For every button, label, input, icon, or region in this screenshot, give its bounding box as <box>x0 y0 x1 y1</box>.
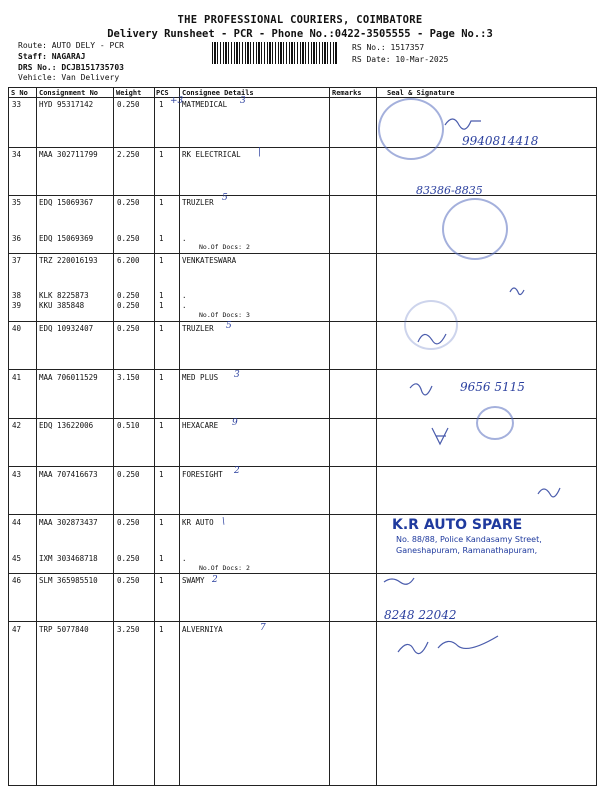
row-sno: 40 <box>12 324 22 333</box>
row-weight: 0.250 <box>117 301 140 310</box>
row-consignment: EDQ 13622006 <box>39 421 94 430</box>
handwritten-phone: 83386-8835 <box>416 184 483 197</box>
row-weight: 0.250 <box>117 518 140 527</box>
handwritten-phone: 9656 5115 <box>460 380 525 394</box>
row-consignment: MAA 302711799 <box>39 150 98 159</box>
row-consignee: RK ELECTRICAL <box>182 150 241 159</box>
row-consignee: . <box>182 554 187 563</box>
row-sno: 41 <box>12 373 22 382</box>
handwritten-mark: 5 <box>222 193 228 203</box>
handwritten-mark: | <box>258 147 262 157</box>
row-weight: 0.250 <box>117 234 140 243</box>
row-weight: 0.250 <box>117 100 140 109</box>
col-pcs-header: PCS <box>156 89 169 97</box>
row-sno: 45 <box>12 554 22 563</box>
row-consignment: MAA 302873437 <box>39 518 98 527</box>
col-consignee-header: Consignee Details <box>182 89 254 97</box>
row-consignment: KKU 385848 <box>39 301 85 310</box>
row-pcs: 1 <box>159 421 164 430</box>
col-remarks-header: Remarks <box>332 89 362 97</box>
row-pcs: 1 <box>159 373 164 382</box>
handwritten-mark: 2 <box>212 575 218 585</box>
handwritten-pcs-note: +3 <box>170 96 184 106</box>
row-pcs: 1 <box>159 150 164 159</box>
row-weight: 3.150 <box>117 373 140 382</box>
row-sno: 47 <box>12 625 22 634</box>
row-sno: 39 <box>12 301 22 310</box>
row-weight: 0.250 <box>117 470 140 479</box>
row-sno: 42 <box>12 421 22 430</box>
row-consignee: . <box>182 291 187 300</box>
row-pcs: 1 <box>159 470 164 479</box>
row-consignee: TRUZLER <box>182 198 214 207</box>
row-pcs: 1 <box>159 234 164 243</box>
row-sno: 36 <box>12 234 22 243</box>
handwritten-mark: 2 <box>234 466 240 476</box>
handwritten-mark: 3 <box>240 96 246 106</box>
row-consignment: TRZ 220016193 <box>39 256 98 265</box>
kr-auto-stamp-name: K.R AUTO SPARE <box>392 517 523 533</box>
row-weight: 0.250 <box>117 324 140 333</box>
col-sno-header: S No <box>11 89 28 97</box>
rs-date: RS Date: 10-Mar-2025 <box>352 55 449 64</box>
row-consignment: EDQ 15069369 <box>39 234 94 243</box>
handwritten-mark: 5 <box>226 321 232 331</box>
row-consignee: . <box>182 234 187 243</box>
row-sno: 44 <box>12 518 22 527</box>
row-sno: 43 <box>12 470 22 479</box>
row-weight: 6.200 <box>117 256 140 265</box>
row-consignee: SWAMY <box>182 576 205 585</box>
row-consignment: MAA 706011529 <box>39 373 98 382</box>
row-consignment: KLK 8225873 <box>39 291 89 300</box>
row-weight: 0.250 <box>117 554 140 563</box>
row-weight: 0.250 <box>117 198 140 207</box>
row-consignment: TRP 5077840 <box>39 625 89 634</box>
row-sno: 37 <box>12 256 22 265</box>
row-pcs: 1 <box>159 291 164 300</box>
row-weight: 3.250 <box>117 625 140 634</box>
runsheet-title: Delivery Runsheet - PCR - Phone No.:0422-3505555 - Page No.:3 <box>107 28 493 40</box>
row-sno: 35 <box>12 198 22 207</box>
row-consignee: HEXACARE <box>182 421 219 430</box>
row-consignee: MED PLUS <box>182 373 219 382</box>
handwritten-phone: 9940814418 <box>462 134 539 148</box>
row-consignee: . <box>182 301 187 310</box>
row-consignment: HYD 95317142 <box>39 100 94 109</box>
row-pcs: 1 <box>159 625 164 634</box>
kr-auto-stamp-address: No. 88/88, Police Kandasamy Street, <box>396 535 542 544</box>
docs-count: No.Of Docs: 2 <box>199 243 250 251</box>
row-consignee: VENKATESWARA <box>182 256 237 265</box>
row-weight: 0.250 <box>117 576 140 585</box>
row-pcs: 1 <box>159 576 164 585</box>
row-consignee: FORESIGHT <box>182 470 223 479</box>
col-consignment-header: Consignment No <box>39 89 99 97</box>
staff-label: Staff: NAGARAJ <box>18 52 86 61</box>
row-pcs: 1 <box>159 198 164 207</box>
row-consignee: KR AUTO <box>182 518 214 527</box>
row-pcs: 1 <box>159 100 164 109</box>
row-pcs: 1 <box>159 518 164 527</box>
row-consignment: EDQ 15069367 <box>39 198 94 207</box>
row-consignee: TRUZLER <box>182 324 214 333</box>
handwritten-mark: 9 <box>232 418 238 428</box>
col-weight-header: Weight <box>116 89 142 97</box>
row-sno: 34 <box>12 150 22 159</box>
row-pcs: 1 <box>159 324 164 333</box>
row-pcs: 1 <box>159 554 164 563</box>
row-consignment: MAA 707416673 <box>39 470 98 479</box>
handwritten-mark: 7 <box>260 623 266 633</box>
row-consignment: IXM 303468718 <box>39 554 98 563</box>
rs-number: RS No.: 1517357 <box>352 43 425 52</box>
row-consignment: SLM 365985510 <box>39 576 98 585</box>
row-consignee: ALVERNIYA <box>182 625 223 634</box>
row-pcs: 1 <box>159 256 164 265</box>
kr-auto-stamp-address: Ganeshapuram, Ramanathapuram, <box>396 546 538 555</box>
docs-count: No.Of Docs: 2 <box>199 564 250 572</box>
row-sno: 33 <box>12 100 22 109</box>
row-sno: 38 <box>12 291 22 300</box>
row-weight: 0.510 <box>117 421 140 430</box>
route-label: Route: AUTO DELY - PCR <box>18 41 124 50</box>
drs-number: DRS No.: DCJB151735703 <box>18 63 124 72</box>
handwritten-phone: 8248 22042 <box>384 608 457 622</box>
handwritten-mark: 3 <box>234 370 240 380</box>
vehicle-label: Vehicle: Van Delivery <box>18 73 120 82</box>
row-pcs: 1 <box>159 301 164 310</box>
col-seal-header: Seal & Signature <box>387 89 455 97</box>
row-weight: 0.250 <box>117 291 140 300</box>
handwritten-mark: \ <box>222 517 226 527</box>
row-weight: 2.250 <box>117 150 140 159</box>
docs-count: No.Of Docs: 3 <box>199 311 250 319</box>
row-sno: 46 <box>12 576 22 585</box>
row-consignee: MATMEDICAL <box>182 100 228 109</box>
company-name: THE PROFESSIONAL COURIERS, COIMBATORE <box>177 14 423 26</box>
row-consignment: EDQ 10932407 <box>39 324 94 333</box>
